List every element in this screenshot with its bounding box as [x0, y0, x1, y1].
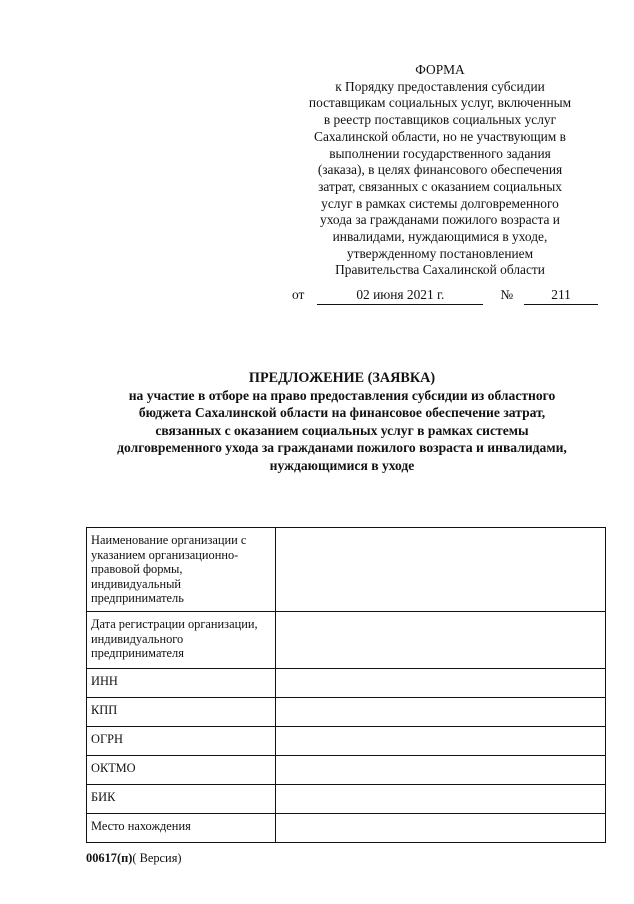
- label-line: ОКТМО: [91, 761, 136, 775]
- form-header-line: поставщикам социальных услуг, включенным: [308, 95, 572, 111]
- form-header-line: (заказа), в целях финансового обеспечения: [317, 162, 563, 178]
- label-line: правовой формы,: [91, 562, 183, 577]
- approval-date-line: [292, 286, 592, 305]
- proposal-title: ПРЕДЛОЖЕНИЕ (ЗАЯВКА): [248, 370, 436, 386]
- table-row: [87, 756, 606, 785]
- row-label-organization-name: [87, 528, 276, 612]
- form-header-line: Сахалинской области, но не участвующим в: [314, 128, 566, 144]
- table-row: [87, 528, 606, 612]
- approval-date: 02 июня 2021 г.: [317, 286, 483, 305]
- row-label-oktmo: [87, 756, 276, 785]
- form-header-line: выполнении государственного задания: [329, 145, 551, 161]
- document-footer: [86, 851, 182, 866]
- form-header-line: утвержденному постановлением: [346, 245, 534, 261]
- ogrn-field[interactable]: [276, 727, 606, 756]
- proposal-subtitle-line: долговременного ухода за гражданами пожилого возраста и инвалидами,: [117, 440, 567, 456]
- proposal-subtitle-line: бюджета Сахалинской области на финансовое обеспечение затрат,: [138, 405, 546, 421]
- organization-name-field[interactable]: [276, 528, 606, 612]
- table-row: [87, 612, 606, 669]
- label-line: Дата регистрации организации,: [91, 617, 258, 631]
- registration-date-field[interactable]: [276, 612, 606, 669]
- inn-field[interactable]: [276, 669, 606, 698]
- row-label-location: [87, 814, 276, 843]
- form-header-line: ФОРМА: [415, 62, 465, 77]
- table-row: [87, 785, 606, 814]
- label-line: предпринимателя: [91, 646, 184, 661]
- row-label-registration-date: [87, 612, 276, 669]
- proposal-subtitle-line: связанных с оказанием социальных услуг в рамках системы: [155, 422, 529, 438]
- proposal-subtitle: [40, 387, 634, 474]
- form-header: [288, 62, 592, 279]
- document-version: ( Версия): [132, 851, 182, 865]
- date-prefix: от: [292, 287, 305, 302]
- table-row: [87, 727, 606, 756]
- form-header-line: инвалидами, нуждающимися в уходе,: [332, 229, 548, 245]
- approval-number: 211: [524, 286, 598, 305]
- number-sign: №: [500, 287, 514, 302]
- label-line: БИК: [91, 790, 116, 804]
- document-code: 00617(п): [86, 851, 133, 865]
- form-header-line: услуг в рамках системы долговременного: [321, 195, 559, 211]
- form-header-line: Правительства Сахалинской области: [335, 262, 545, 278]
- form-header-line: в реестр поставщиков социальных услуг: [323, 112, 557, 128]
- table-row: [87, 698, 606, 727]
- label-line: предприниматель: [91, 591, 184, 606]
- kpp-field[interactable]: [276, 698, 606, 727]
- label-line: индивидуальный: [91, 576, 182, 591]
- location-field[interactable]: [276, 814, 606, 843]
- label-line: указанием организационно-: [91, 547, 239, 562]
- organization-details-table: [86, 527, 606, 843]
- table-row: [87, 814, 606, 843]
- form-header-line: затрат, связанных с оказанием социальных: [318, 178, 562, 194]
- proposal-subtitle-line: на участие в отборе на право предоставления субсидии из областного: [128, 388, 556, 403]
- label-line: КПП: [91, 703, 118, 717]
- proposal-subtitle-line: нуждающимися в уходе: [269, 457, 415, 473]
- row-label-kpp: [87, 698, 276, 727]
- row-label-inn: [87, 669, 276, 698]
- label-line: Наименование организации с: [91, 533, 247, 547]
- oktmo-field[interactable]: [276, 756, 606, 785]
- row-label-bik: [87, 785, 276, 814]
- label-line: ОГРН: [91, 732, 123, 746]
- table-row: [87, 669, 606, 698]
- row-label-ogrn: [87, 727, 276, 756]
- label-line: индивидуального: [91, 631, 184, 646]
- bik-field[interactable]: [276, 785, 606, 814]
- form-header-line: ухода за гражданами пожилого возраста и: [320, 212, 560, 228]
- label-line: ИНН: [91, 674, 118, 688]
- form-header-line: к Порядку предоставления субсидии: [335, 78, 545, 94]
- label-line: Место нахождения: [91, 819, 191, 833]
